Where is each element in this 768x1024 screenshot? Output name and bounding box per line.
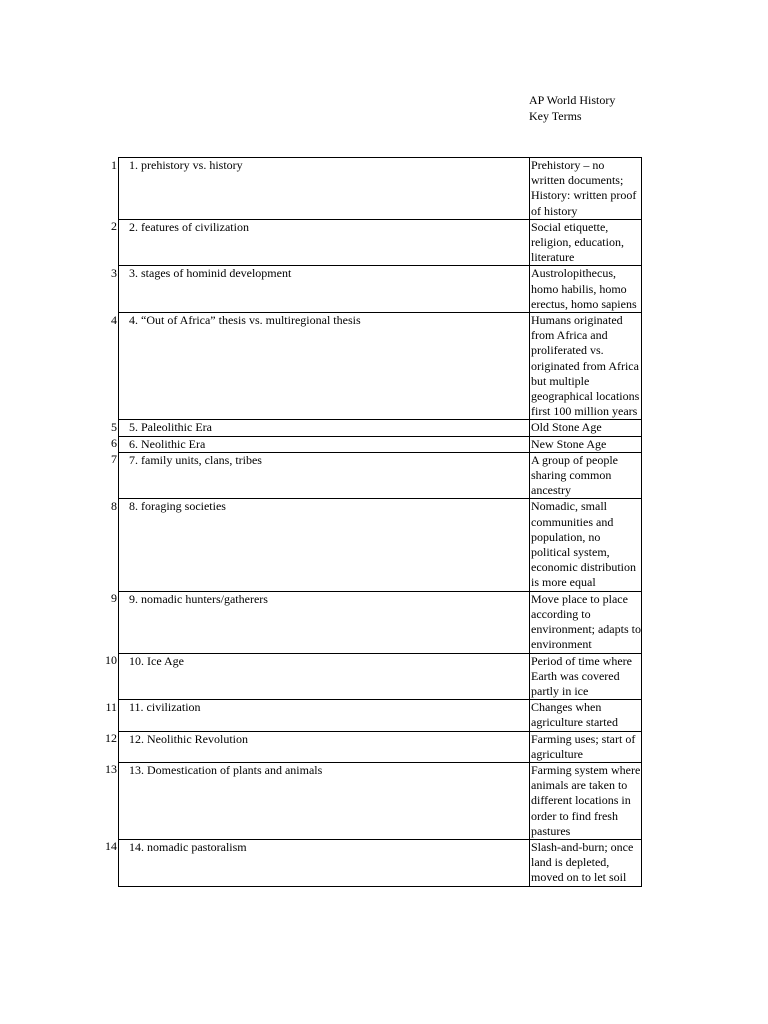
row-number: 14 xyxy=(105,839,117,854)
row-number: 10 xyxy=(105,653,117,667)
term-cell: 3. stages of hominid development xyxy=(119,266,530,313)
row-number: 1 xyxy=(111,157,117,172)
row-number: 7 xyxy=(111,452,117,467)
table-row xyxy=(100,700,642,731)
term-cell: 2. features of civilization xyxy=(119,219,530,266)
definition-cell: Social etiquette, religion, education, literature xyxy=(530,219,642,266)
row-number: 3 xyxy=(111,265,117,280)
term-cell: 7. family units, clans, tribes xyxy=(119,452,530,499)
term-cell: 11. civilization xyxy=(119,700,530,731)
definition-cell: A group of people sharing common ancestry xyxy=(530,452,642,499)
term-cell: 1. prehistory vs. history xyxy=(119,158,530,220)
row-number: 4 xyxy=(111,312,117,327)
term-cell: 13. Domestication of plants and animals xyxy=(119,762,530,839)
definition-cell: Humans originated from Africa and proliferated vs. originated from Africa but multiple geographical locations first 100 million years xyxy=(530,313,642,420)
row-number: 5 xyxy=(111,419,117,434)
definition-cell: Austrolopithecus, homo habilis, homo erectus, homo sapiens xyxy=(530,266,642,313)
row-number: 11 xyxy=(105,699,117,714)
term-cell: 9. nomadic hunters/gatherers xyxy=(119,591,530,653)
definition-cell: Farming system where animals are taken to different locations in order to find fresh pastures xyxy=(531,762,641,838)
table-row xyxy=(100,762,642,839)
row-number: 8 xyxy=(111,498,117,513)
table-row xyxy=(100,158,642,220)
table-row xyxy=(100,436,642,452)
definition-cell: Old Stone Age xyxy=(530,420,642,436)
table-row xyxy=(100,313,642,420)
row-number: 6 xyxy=(111,436,117,451)
definition-cell: Slash-and-burn; once land is depleted, moved on to let soil xyxy=(530,839,642,886)
table-row xyxy=(100,219,642,266)
table-row xyxy=(100,839,642,886)
definition-cell: Farming uses; start of agriculture xyxy=(530,731,642,762)
table-row xyxy=(100,452,642,499)
table-row xyxy=(100,591,642,653)
table-row xyxy=(100,420,642,436)
term-cell: 8. foraging societies xyxy=(119,499,530,591)
key-terms-table xyxy=(100,157,642,887)
definition-cell: Period of time where Earth was covered partly in ice xyxy=(530,653,642,700)
row-number: 9 xyxy=(111,591,117,606)
table-row xyxy=(100,266,642,313)
document-subtitle: Key Terms xyxy=(529,108,582,123)
table-row xyxy=(100,499,642,591)
term-cell: 4. “Out of Africa” thesis vs. multiregional thesis xyxy=(119,313,530,420)
row-number: 2 xyxy=(111,219,117,234)
definition-cell: New Stone Age xyxy=(530,436,642,452)
table-row xyxy=(100,731,642,762)
term-cell: 10. Ice Age xyxy=(119,653,530,700)
course-title: AP World History xyxy=(529,93,616,107)
definition-cell: Prehistory – no written documents; History: written proof of history xyxy=(530,158,642,220)
term-cell: 14. nomadic pastoralism xyxy=(119,839,530,886)
term-cell: 12. Neolithic Revolution xyxy=(119,731,530,762)
row-number: 13 xyxy=(105,762,117,777)
term-cell: 6. Neolithic Era xyxy=(119,436,530,452)
table-row xyxy=(100,653,642,700)
definition-cell: Nomadic, small communities and population, no political system, economic distribution is more equal xyxy=(530,499,642,591)
term-cell: 5. Paleolithic Era xyxy=(119,420,530,436)
document-header xyxy=(529,93,615,124)
definition-cell: Changes when agriculture started xyxy=(530,700,642,731)
definition-cell: Move place to place according to environment; adapts to environment xyxy=(531,591,641,652)
row-number: 12 xyxy=(105,731,117,746)
